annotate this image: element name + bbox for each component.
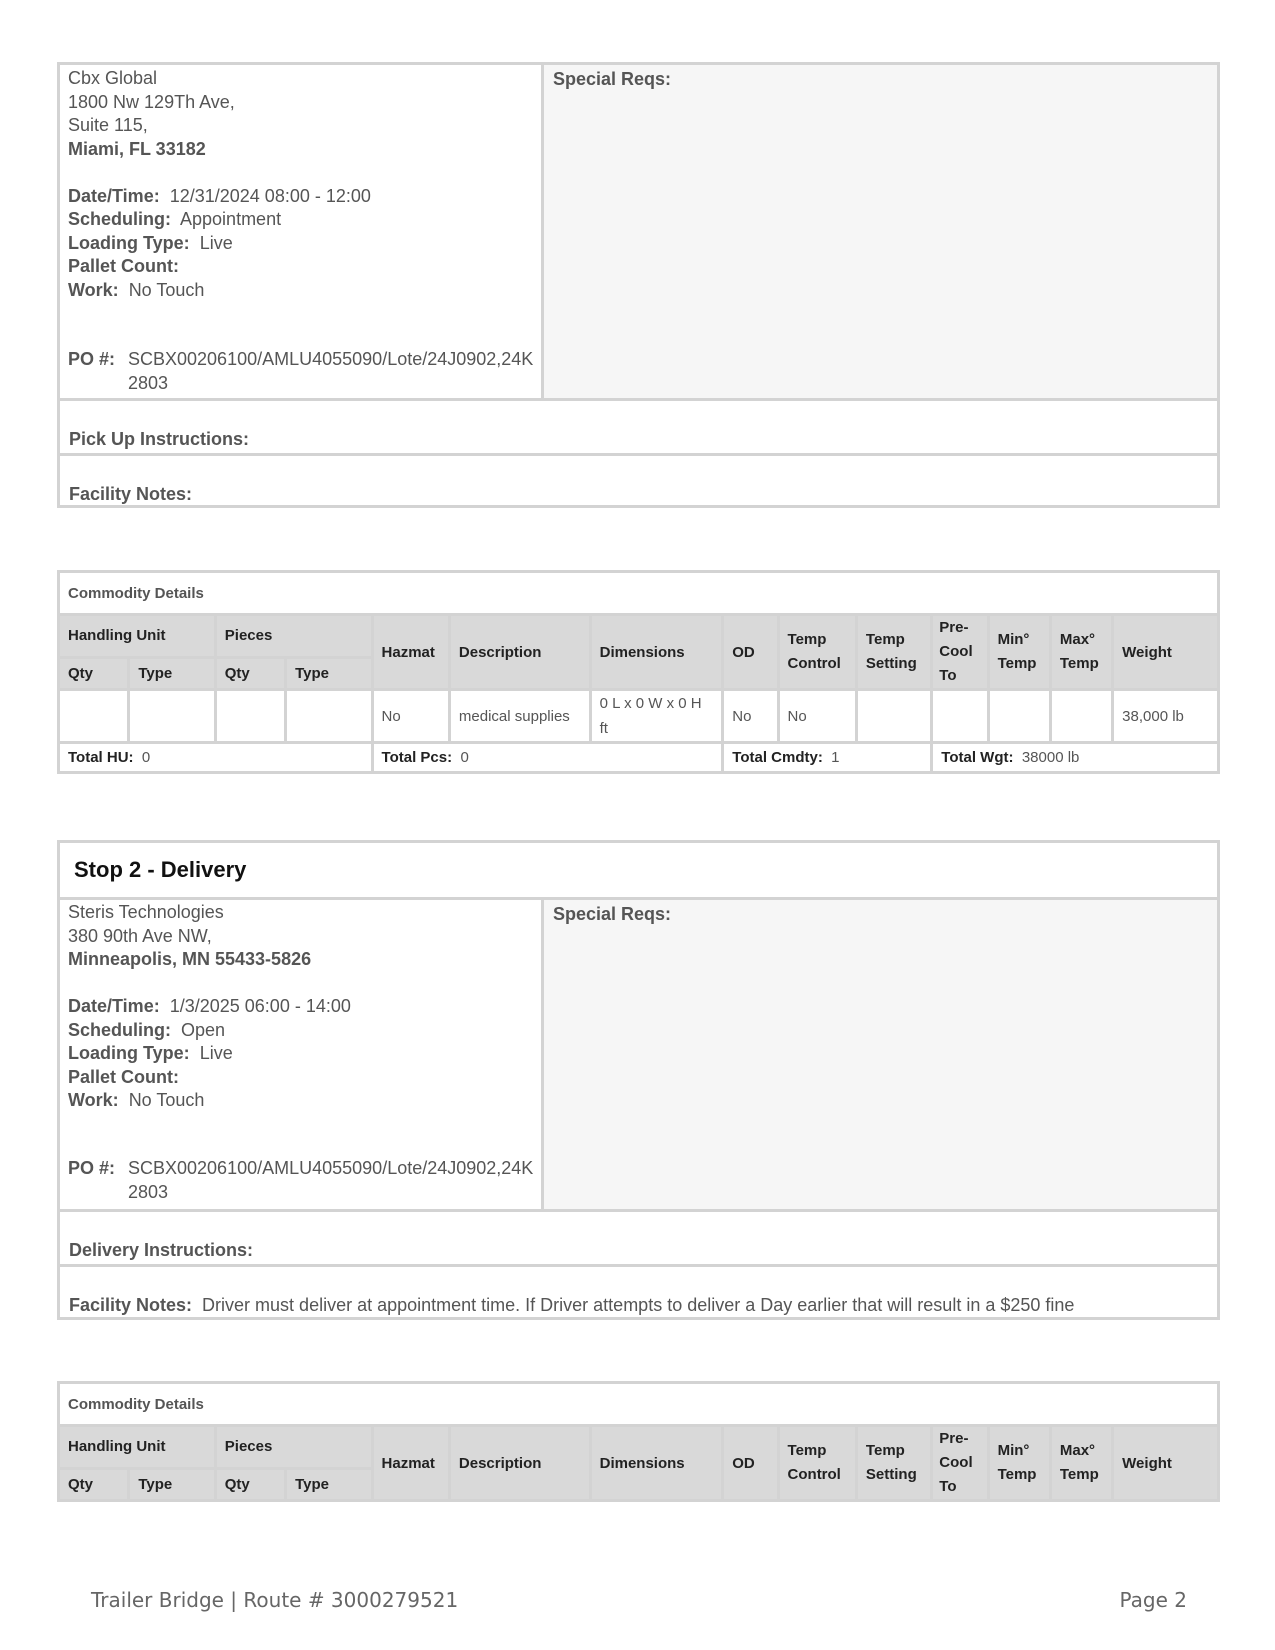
hdr-hazmat: Hazmat: [372, 1426, 449, 1501]
stop1-company: Cbx Global: [68, 68, 158, 88]
hdr-hazmat: Hazmat: [372, 615, 449, 690]
hdr-hu-type: Type: [129, 657, 215, 689]
total-wgt: Total Wgt: 38000 lb: [932, 743, 1219, 773]
total-cmdty: Total Cmdty: 1: [723, 743, 932, 773]
hdr-dimensions: Dimensions: [590, 1426, 723, 1501]
stop1-pallet-count: Pallet Count:: [68, 256, 179, 276]
hdr-handling-unit: Handling Unit: [59, 615, 216, 658]
stop2-company: Steris Technologies: [68, 902, 224, 922]
commodity-title: Commodity Details: [59, 572, 1219, 615]
cell-dimensions: 0 L x 0 W x 0 H ft: [590, 690, 723, 743]
hdr-pcs-qty: Qty: [215, 1468, 285, 1500]
stop2-delivery-instructions: Delivery Instructions:: [69, 1240, 254, 1260]
stop1-po: PO #: SCBX00206100/AMLU4055090/Lote/24J0902,24K2803: [68, 349, 534, 393]
stop1-address1: 1800 Nw 129Th Ave,: [68, 91, 235, 112]
hdr-precool: Pre-Cool To: [932, 1426, 988, 1501]
stop1-special-reqs: Special Reqs:: [544, 65, 1217, 398]
hdr-precool: Pre-Cool To: [932, 615, 988, 690]
hdr-max-temp: Max° Temp: [1050, 1426, 1112, 1501]
hdr-handling-unit: Handling Unit: [59, 1426, 216, 1469]
hdr-od: OD: [723, 615, 778, 690]
cell-temp-control: No: [778, 690, 856, 743]
footer-page-number: Page 2: [1119, 1588, 1187, 1612]
cell-weight: 38,000 lb: [1113, 690, 1219, 743]
stop2-po: PO #: SCBX00206100/AMLU4055090/Lote/24J0902,24K2803: [68, 1158, 534, 1202]
stop2-datetime: Date/Time: 1/3/2025 06:00 - 14:00: [68, 996, 351, 1016]
stop1-loading-type: Loading Type: Live: [68, 232, 233, 253]
hdr-temp-control: Temp Control: [778, 1426, 856, 1501]
hdr-pcs-qty: Qty: [215, 657, 285, 689]
hdr-temp-setting: Temp Setting: [856, 1426, 931, 1501]
stop1-scheduling: Scheduling: Appointment: [68, 209, 282, 229]
stop1-datetime: Date/Time: 12/31/2024 08:00 - 12:00: [68, 185, 371, 206]
cell-description: medical supplies: [449, 690, 590, 743]
hdr-description: Description: [449, 615, 590, 690]
commodity-table-2: [57, 1381, 1220, 1502]
hdr-min-temp: Min° Temp: [988, 615, 1050, 690]
hdr-weight: Weight: [1113, 615, 1219, 690]
stop1-city: Miami, FL 33182: [68, 138, 206, 159]
hdr-temp-setting: Temp Setting: [856, 615, 931, 690]
stop1-facility-notes: Facility Notes:: [69, 484, 193, 504]
hdr-hu-qty: Qty: [59, 1468, 129, 1500]
stop2-special-reqs: Special Reqs:: [544, 900, 1217, 1209]
cell-hazmat: No: [372, 690, 449, 743]
stop2-facility-notes: Facility Notes: Driver must deliver at appointment time. If Driver attempts to deliver a Day earlier that will result in a $250 fine: [69, 1295, 1075, 1315]
stop2-scheduling: Scheduling: Open: [68, 1019, 226, 1040]
hdr-dimensions: Dimensions: [590, 615, 723, 690]
stop2-pallet-count: Pallet Count:: [68, 1066, 179, 1087]
hdr-temp-control: Temp Control: [778, 615, 856, 690]
stop1-address2: Suite 115,: [68, 115, 148, 135]
stop2-address-block: [68, 901, 351, 1113]
hdr-pcs-type: Type: [286, 657, 372, 689]
hdr-pieces: Pieces: [215, 1426, 372, 1469]
hdr-weight: Weight: [1113, 1426, 1219, 1501]
commodity-title: Commodity Details: [59, 1383, 1219, 1426]
footer-route: Trailer Bridge | Route # 3000279521: [91, 1588, 459, 1612]
cell-od: No: [723, 690, 778, 743]
hdr-max-temp: Max° Temp: [1050, 615, 1112, 690]
stop2-work: Work: No Touch: [68, 1090, 205, 1110]
hdr-hu-type: Type: [129, 1468, 215, 1500]
stop1-pickup-instructions: Pick Up Instructions:: [69, 429, 250, 449]
hdr-pcs-type: Type: [286, 1468, 372, 1500]
total-pcs: Total Pcs: 0: [372, 743, 723, 773]
stop2-address1: 380 90th Ave NW,: [68, 925, 212, 946]
stop2-box: [57, 840, 1220, 1320]
stop2-facility-notes-text: Driver must deliver at appointment time. If Driver attempts to deliver a Day earlier that will result in a $250 fine: [202, 1295, 1075, 1315]
stop2-title: Stop 2 - Delivery: [74, 857, 247, 882]
hdr-od: OD: [723, 1426, 778, 1501]
total-hu: Total HU: 0: [59, 743, 373, 773]
stop2-loading-type: Loading Type: Live: [68, 1043, 233, 1063]
stop1-box: [57, 62, 1220, 508]
stop1-work: Work: No Touch: [68, 279, 205, 300]
hdr-hu-qty: Qty: [59, 657, 129, 689]
commodity-table-1: [57, 570, 1220, 774]
hdr-pieces: Pieces: [215, 615, 372, 658]
stop2-city: Minneapolis, MN 55433-5826: [68, 949, 312, 969]
table-row: [59, 690, 1219, 743]
hdr-min-temp: Min° Temp: [988, 1426, 1050, 1501]
stop1-address-block: [68, 67, 371, 302]
hdr-description: Description: [449, 1426, 590, 1501]
